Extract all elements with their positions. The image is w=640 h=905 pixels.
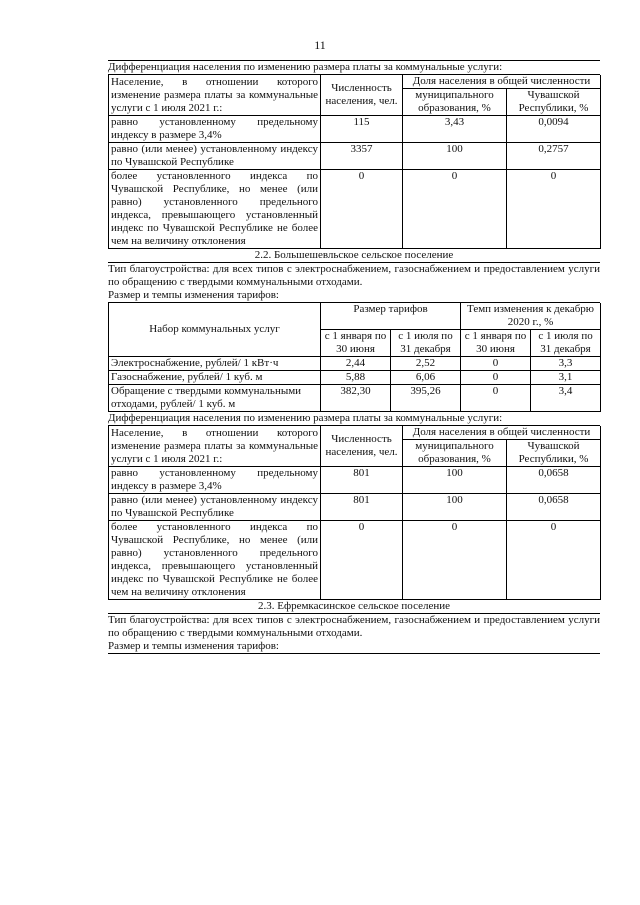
tariff-h1: 382,30 [321,385,391,412]
table-row [109,143,601,170]
header-service-set: Набор коммунальных услуг [109,303,321,357]
document-body [108,60,600,654]
row-label: равно (или менее) установленному индексу по Чувашской Республике [109,494,321,521]
rate-h2: 3,4 [531,385,601,412]
header-municipal: муниципального образования, % [403,440,507,467]
row-municipal: 0 [403,521,507,600]
section-title-2-3: 2.3. Ефремкасинское сельское поселение [108,600,600,614]
service-label: Обращение с твердыми коммунальными отходами, рублей/ 1 куб. м [109,385,321,412]
row-republic: 0,0658 [507,467,601,494]
table-row [109,494,601,521]
header-republic: Чувашской Республики, % [507,89,601,116]
tariff-h2: 395,26 [391,385,461,412]
improvement-type-2-3: Тип благоустройства: для всех типов с электроснабжением, газоснабжением и предоставлением услуги по обращению с твердыми коммунальными отходами. [108,614,600,639]
table-row [109,357,601,371]
table-row [109,521,601,600]
row-label: более установленного индекса по Чувашской Республике, но менее (или равно) установленного предельного индекса, превышающего установленный индекс по Чувашской Республике не более чем на величину отклонения [109,521,321,600]
row-label: равно установленному предельному индексу в размере 3,4% [109,467,321,494]
row-municipal: 100 [403,467,507,494]
table-row [109,116,601,143]
row-count: 115 [321,116,403,143]
header-republic: Чувашской Республики, % [507,440,601,467]
diff-title-1: Дифференциация населения по изменению размера платы за коммунальные услуги: [108,60,600,75]
page-number: 11 [314,38,326,52]
row-municipal: 3,43 [403,116,507,143]
tariff-h2: 6,06 [391,371,461,385]
header-population: Население, в отношении которого изменение размера платы за коммунальные услуги с 1 июля 2021 г.: [109,75,321,116]
rate-h2: 3,3 [531,357,601,371]
row-count: 801 [321,494,403,521]
tariffs-table-2-2 [108,303,601,412]
row-count: 3357 [321,143,403,170]
rate-h1: 0 [461,357,531,371]
row-republic: 0,2757 [507,143,601,170]
header-period-2: с 1 июля по 31 декабря [391,330,461,357]
diff-title-2-2: Дифференциация населения по изменению размера платы за коммунальные услуги: [108,412,600,426]
row-republic: 0,0094 [507,116,601,143]
row-count: 0 [321,521,403,600]
row-municipal: 0 [403,170,507,249]
header-population: Население, в отношении которого изменение размера платы за коммунальные услуги с 1 июля 2021 г.: [109,426,321,467]
header-count: Численность населения, чел. [321,75,403,116]
service-label: Электроснабжение, рублей/ 1 кВт·ч [109,357,321,371]
tariff-h1: 2,44 [321,357,391,371]
section-title-2-2: 2.2. Большешевльское сельское поселение [108,249,600,263]
row-label: равно установленному предельному индексу в размере 3,4% [109,116,321,143]
header-tariff-size: Размер тарифов [321,303,461,330]
row-republic: 0 [507,170,601,249]
tariffs-title-2-3: Размер и темпы изменения тарифов: [108,640,600,654]
rate-h2: 3,1 [531,371,601,385]
row-republic: 0,0658 [507,494,601,521]
population-table-2-2 [108,426,601,600]
table-row [109,467,601,494]
header-municipal: муниципального образования, % [403,89,507,116]
tariff-h2: 2,52 [391,357,461,371]
table-row [109,371,601,385]
header-change-rate: Темп изменения к декабрю 2020 г., % [461,303,601,330]
table-row [109,385,601,412]
row-label: равно (или менее) установленному индексу по Чувашской Республике [109,143,321,170]
row-count: 801 [321,467,403,494]
improvement-type-2-2: Тип благоустройства: для всех типов с электроснабжением, газоснабжением и предоставлением услуги по обращению с твердыми коммунальными отходами. [108,263,600,288]
table-row [109,170,601,249]
row-municipal: 100 [403,494,507,521]
header-period-4: с 1 июля по 31 декабря [531,330,601,357]
header-period-1: с 1 января по 30 июня [321,330,391,357]
row-municipal: 100 [403,143,507,170]
row-republic: 0 [507,521,601,600]
row-label: более установленного индекса по Чувашской Республике, но менее (или равно) установленного предельного индекса, превышающего установленный индекс по Чувашской Республике не более чем на величину отклонения [109,170,321,249]
tariff-h1: 5,88 [321,371,391,385]
population-table-1 [108,75,601,249]
header-share: Доля населения в общей численности [403,75,601,89]
header-share: Доля населения в общей численности [403,426,601,440]
row-count: 0 [321,170,403,249]
header-count: Численность населения, чел. [321,426,403,467]
rate-h1: 0 [461,371,531,385]
tariffs-title-2-2: Размер и темпы изменения тарифов: [108,289,600,303]
service-label: Газоснабжение, рублей/ 1 куб. м [109,371,321,385]
header-period-3: с 1 января по 30 июня [461,330,531,357]
rate-h1: 0 [461,385,531,412]
